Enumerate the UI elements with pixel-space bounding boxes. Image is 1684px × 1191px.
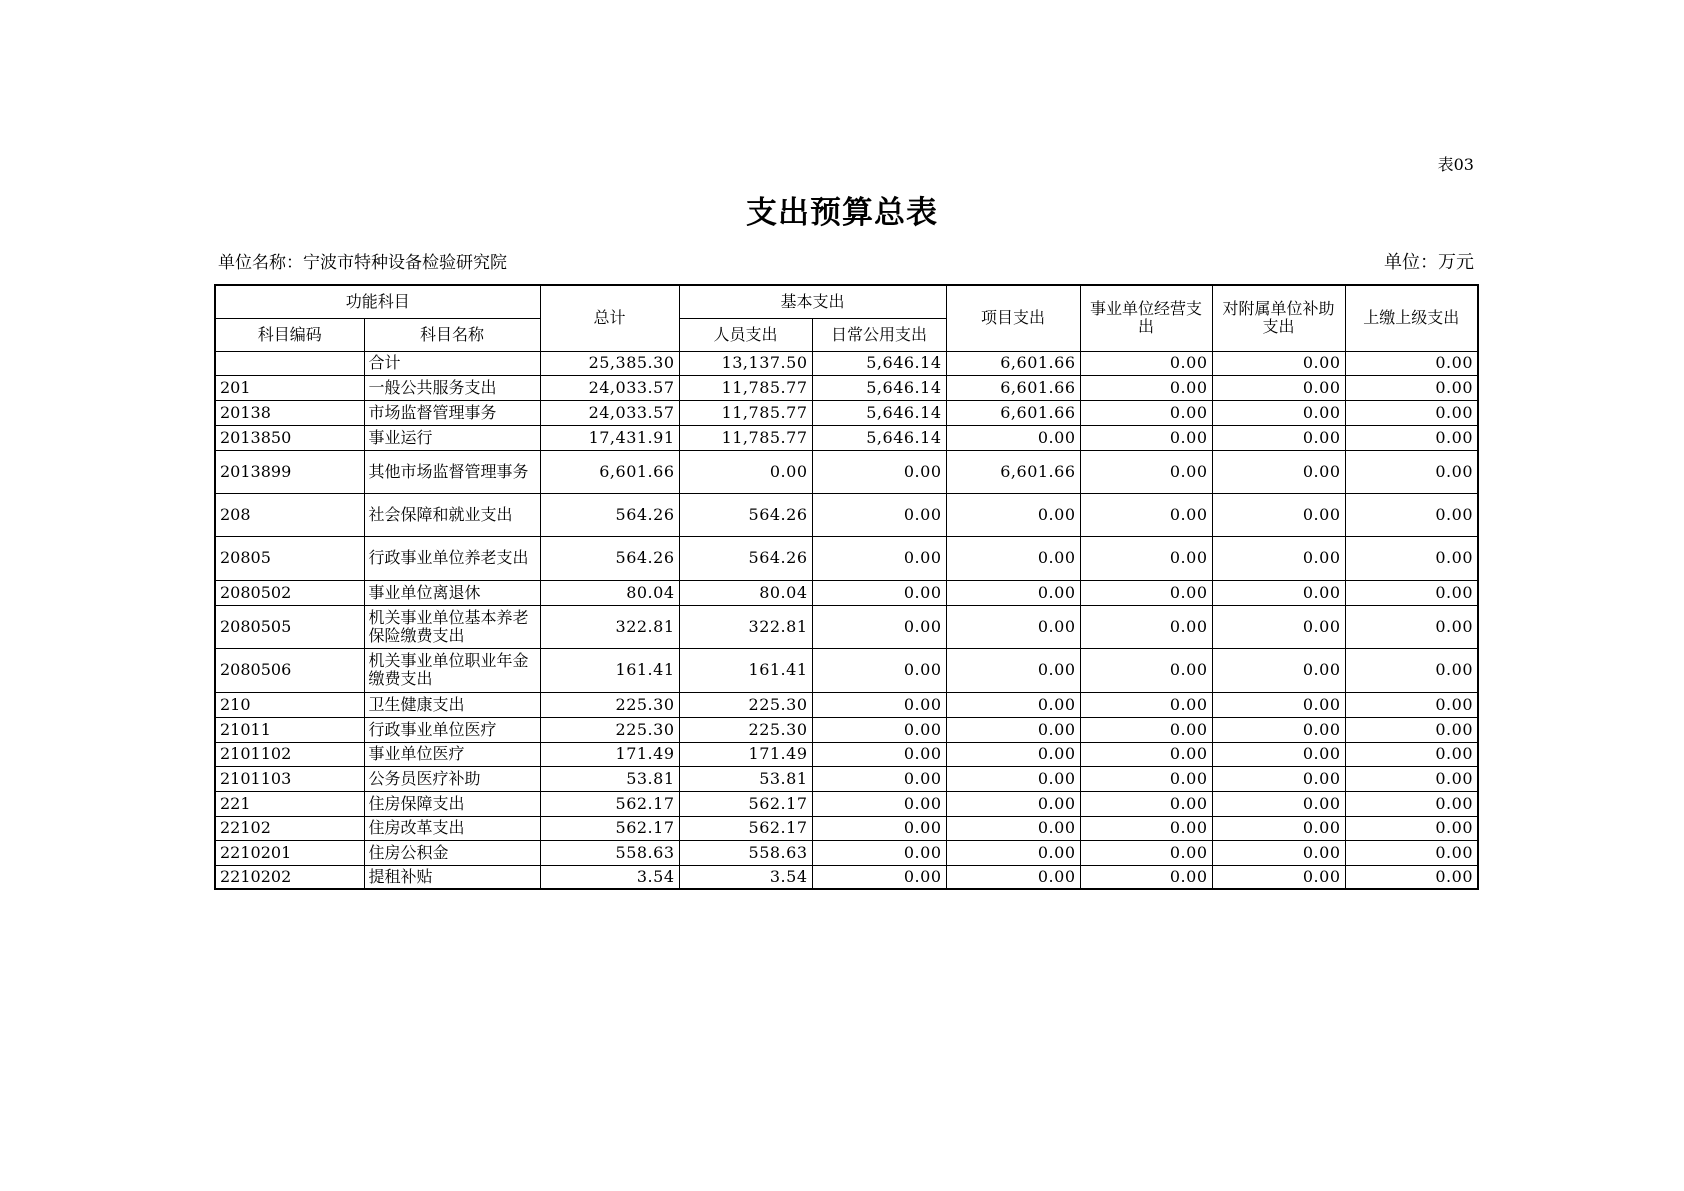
- cell-total: 564.26: [540, 536, 679, 580]
- cell-personnel: 11,785.77: [679, 375, 812, 400]
- cell-total: 562.17: [540, 816, 679, 840]
- cell-total: 558.63: [540, 840, 679, 865]
- cell-personnel: 322.81: [679, 605, 812, 648]
- cell-daily: 0.00: [812, 493, 946, 536]
- cell-personnel: 171.49: [679, 742, 812, 766]
- cell-name: 一般公共服务支出: [364, 375, 540, 400]
- cell-project: 0.00: [946, 791, 1080, 816]
- cell-biz-ops: 0.00: [1080, 648, 1212, 692]
- header-code: 科目编码: [215, 318, 364, 351]
- cell-personnel: 225.30: [679, 717, 812, 742]
- cell-code: 2080506: [215, 648, 364, 692]
- cell-biz-ops: 0.00: [1080, 791, 1212, 816]
- cell-total: 24,033.57: [540, 400, 679, 425]
- cell-biz-ops: 0.00: [1080, 766, 1212, 791]
- cell-biz-ops: 0.00: [1080, 840, 1212, 865]
- cell-personnel: 558.63: [679, 840, 812, 865]
- cell-daily: 0.00: [812, 648, 946, 692]
- header-personnel: 人员支出: [679, 318, 812, 351]
- cell-code: 221: [215, 791, 364, 816]
- cell-personnel: 11,785.77: [679, 425, 812, 450]
- cell-name: 提租补贴: [364, 865, 540, 889]
- cell-upper: 0.00: [1345, 425, 1478, 450]
- cell-code: 2101103: [215, 766, 364, 791]
- cell-subsidy: 0.00: [1212, 536, 1345, 580]
- cell-upper: 0.00: [1345, 580, 1478, 605]
- table-row: [215, 400, 1478, 425]
- cell-name: 机关事业单位基本养老保险缴费支出: [364, 605, 540, 648]
- header-project: 项目支出: [946, 285, 1080, 351]
- cell-code: 2101102: [215, 742, 364, 766]
- cell-upper: 0.00: [1345, 605, 1478, 648]
- cell-project: 6,601.66: [946, 450, 1080, 493]
- header-upper: 上缴上级支出: [1345, 285, 1478, 351]
- cell-total: 24,033.57: [540, 375, 679, 400]
- cell-subsidy: 0.00: [1212, 717, 1345, 742]
- cell-daily: 5,646.14: [812, 425, 946, 450]
- cell-upper: 0.00: [1345, 840, 1478, 865]
- header-func-subject: 功能科目: [215, 285, 540, 318]
- cell-total: 322.81: [540, 605, 679, 648]
- cell-project: 0.00: [946, 580, 1080, 605]
- cell-total: 80.04: [540, 580, 679, 605]
- cell-name: 合计: [364, 351, 540, 375]
- cell-code: 2080502: [215, 580, 364, 605]
- header-total: 总计: [540, 285, 679, 351]
- cell-biz-ops: 0.00: [1080, 580, 1212, 605]
- cell-project: 0.00: [946, 865, 1080, 889]
- table-row: [215, 375, 1478, 400]
- cell-biz-ops: 0.00: [1080, 816, 1212, 840]
- cell-daily: 5,646.14: [812, 400, 946, 425]
- cell-subsidy: 0.00: [1212, 865, 1345, 889]
- cell-personnel: 3.54: [679, 865, 812, 889]
- cell-biz-ops: 0.00: [1080, 351, 1212, 375]
- cell-biz-ops: 0.00: [1080, 865, 1212, 889]
- cell-subsidy: 0.00: [1212, 766, 1345, 791]
- cell-upper: 0.00: [1345, 536, 1478, 580]
- cell-code: 208: [215, 493, 364, 536]
- cell-daily: 0.00: [812, 450, 946, 493]
- cell-subsidy: 0.00: [1212, 791, 1345, 816]
- cell-personnel: 562.17: [679, 791, 812, 816]
- cell-subsidy: 0.00: [1212, 605, 1345, 648]
- table-row: [215, 766, 1478, 791]
- cell-personnel: 564.26: [679, 493, 812, 536]
- cell-subsidy: 0.00: [1212, 425, 1345, 450]
- table-row: [215, 865, 1478, 889]
- cell-project: 0.00: [946, 493, 1080, 536]
- cell-biz-ops: 0.00: [1080, 742, 1212, 766]
- cell-code: [215, 351, 364, 375]
- cell-subsidy: 0.00: [1212, 692, 1345, 717]
- cell-name: 其他市场监督管理事务: [364, 450, 540, 493]
- cell-upper: 0.00: [1345, 375, 1478, 400]
- cell-upper: 0.00: [1345, 692, 1478, 717]
- header-daily: 日常公用支出: [812, 318, 946, 351]
- cell-name: 市场监督管理事务: [364, 400, 540, 425]
- cell-total: 17,431.91: [540, 425, 679, 450]
- cell-total: 171.49: [540, 742, 679, 766]
- cell-name: 事业单位医疗: [364, 742, 540, 766]
- unit-label: 单位：万元: [1384, 252, 1474, 273]
- table-row: [215, 605, 1478, 648]
- cell-subsidy: 0.00: [1212, 742, 1345, 766]
- cell-daily: 0.00: [812, 580, 946, 605]
- cell-personnel: 225.30: [679, 692, 812, 717]
- cell-code: 20805: [215, 536, 364, 580]
- cell-personnel: 80.04: [679, 580, 812, 605]
- cell-total: 25,385.30: [540, 351, 679, 375]
- header-basic: 基本支出: [679, 285, 946, 318]
- cell-project: 0.00: [946, 840, 1080, 865]
- cell-upper: 0.00: [1345, 717, 1478, 742]
- cell-project: 0.00: [946, 536, 1080, 580]
- cell-personnel: 13,137.50: [679, 351, 812, 375]
- table-row: [215, 450, 1478, 493]
- cell-upper: 0.00: [1345, 450, 1478, 493]
- cell-project: 0.00: [946, 692, 1080, 717]
- cell-biz-ops: 0.00: [1080, 493, 1212, 536]
- cell-name: 卫生健康支出: [364, 692, 540, 717]
- cell-daily: 0.00: [812, 717, 946, 742]
- cell-code: 210: [215, 692, 364, 717]
- cell-project: 0.00: [946, 766, 1080, 791]
- expenditure-budget-table: [214, 284, 1479, 890]
- cell-upper: 0.00: [1345, 742, 1478, 766]
- cell-personnel: 564.26: [679, 536, 812, 580]
- table-row: [215, 580, 1478, 605]
- cell-project: 0.00: [946, 717, 1080, 742]
- cell-name: 事业单位离退休: [364, 580, 540, 605]
- cell-biz-ops: 0.00: [1080, 375, 1212, 400]
- table-number: 表03: [1437, 155, 1474, 174]
- cell-name: 社会保障和就业支出: [364, 493, 540, 536]
- cell-project: 0.00: [946, 742, 1080, 766]
- cell-name: 住房改革支出: [364, 816, 540, 840]
- cell-name: 住房保障支出: [364, 791, 540, 816]
- cell-biz-ops: 0.00: [1080, 536, 1212, 580]
- cell-upper: 0.00: [1345, 493, 1478, 536]
- cell-biz-ops: 0.00: [1080, 605, 1212, 648]
- cell-name: 行政事业单位医疗: [364, 717, 540, 742]
- cell-total: 53.81: [540, 766, 679, 791]
- cell-daily: 5,646.14: [812, 351, 946, 375]
- cell-total: 161.41: [540, 648, 679, 692]
- cell-biz-ops: 0.00: [1080, 400, 1212, 425]
- cell-personnel: 0.00: [679, 450, 812, 493]
- cell-upper: 0.00: [1345, 816, 1478, 840]
- cell-daily: 0.00: [812, 766, 946, 791]
- cell-name: 行政事业单位养老支出: [364, 536, 540, 580]
- cell-subsidy: 0.00: [1212, 840, 1345, 865]
- cell-total: 225.30: [540, 692, 679, 717]
- cell-upper: 0.00: [1345, 351, 1478, 375]
- cell-name: 住房公积金: [364, 840, 540, 865]
- cell-upper: 0.00: [1345, 791, 1478, 816]
- cell-subsidy: 0.00: [1212, 450, 1345, 493]
- cell-daily: 0.00: [812, 605, 946, 648]
- cell-name: 公务员医疗补助: [364, 766, 540, 791]
- cell-subsidy: 0.00: [1212, 648, 1345, 692]
- table-body: [215, 351, 1478, 889]
- cell-code: 20138: [215, 400, 364, 425]
- cell-upper: 0.00: [1345, 766, 1478, 791]
- table-row: [215, 840, 1478, 865]
- cell-project: 6,601.66: [946, 375, 1080, 400]
- table-row: [215, 791, 1478, 816]
- cell-subsidy: 0.00: [1212, 351, 1345, 375]
- cell-project: 0.00: [946, 425, 1080, 450]
- cell-name: 机关事业单位职业年金缴费支出: [364, 648, 540, 692]
- cell-total: 225.30: [540, 717, 679, 742]
- cell-project: 6,601.66: [946, 400, 1080, 425]
- cell-personnel: 53.81: [679, 766, 812, 791]
- header-name: 科目名称: [364, 318, 540, 351]
- cell-subsidy: 0.00: [1212, 816, 1345, 840]
- cell-project: 0.00: [946, 816, 1080, 840]
- table-row: [215, 692, 1478, 717]
- cell-upper: 0.00: [1345, 400, 1478, 425]
- cell-code: 2013850: [215, 425, 364, 450]
- table-row: [215, 425, 1478, 450]
- cell-daily: 0.00: [812, 816, 946, 840]
- table-row: [215, 742, 1478, 766]
- cell-daily: 0.00: [812, 840, 946, 865]
- cell-project: 0.00: [946, 648, 1080, 692]
- cell-total: 564.26: [540, 493, 679, 536]
- cell-biz-ops: 0.00: [1080, 450, 1212, 493]
- table-row: [215, 536, 1478, 580]
- table-row: [215, 717, 1478, 742]
- cell-biz-ops: 0.00: [1080, 692, 1212, 717]
- cell-total: 562.17: [540, 791, 679, 816]
- cell-project: 0.00: [946, 605, 1080, 648]
- cell-project: 6,601.66: [946, 351, 1080, 375]
- cell-code: 201: [215, 375, 364, 400]
- organization-name: 单位名称：宁波市特种设备检验研究院: [218, 253, 507, 273]
- table-row: [215, 816, 1478, 840]
- cell-biz-ops: 0.00: [1080, 717, 1212, 742]
- cell-daily: 0.00: [812, 865, 946, 889]
- header-biz-ops: 事业单位经营支出: [1080, 285, 1212, 351]
- cell-code: 2080505: [215, 605, 364, 648]
- cell-subsidy: 0.00: [1212, 493, 1345, 536]
- cell-personnel: 562.17: [679, 816, 812, 840]
- cell-daily: 0.00: [812, 692, 946, 717]
- cell-biz-ops: 0.00: [1080, 425, 1212, 450]
- cell-name: 事业运行: [364, 425, 540, 450]
- cell-code: 21011: [215, 717, 364, 742]
- cell-personnel: 161.41: [679, 648, 812, 692]
- cell-code: 2210202: [215, 865, 364, 889]
- cell-personnel: 11,785.77: [679, 400, 812, 425]
- cell-total: 3.54: [540, 865, 679, 889]
- table-row: [215, 648, 1478, 692]
- header-subsidy: 对附属单位补助支出: [1212, 285, 1345, 351]
- page-title: 支出预算总表: [746, 195, 938, 231]
- cell-code: 2013899: [215, 450, 364, 493]
- cell-daily: 0.00: [812, 742, 946, 766]
- table-row: [215, 351, 1478, 375]
- cell-subsidy: 0.00: [1212, 400, 1345, 425]
- table-row: [215, 493, 1478, 536]
- cell-upper: 0.00: [1345, 648, 1478, 692]
- cell-total: 6,601.66: [540, 450, 679, 493]
- cell-daily: 5,646.14: [812, 375, 946, 400]
- cell-daily: 0.00: [812, 536, 946, 580]
- cell-subsidy: 0.00: [1212, 580, 1345, 605]
- cell-code: 22102: [215, 816, 364, 840]
- cell-subsidy: 0.00: [1212, 375, 1345, 400]
- cell-code: 2210201: [215, 840, 364, 865]
- cell-daily: 0.00: [812, 791, 946, 816]
- cell-upper: 0.00: [1345, 865, 1478, 889]
